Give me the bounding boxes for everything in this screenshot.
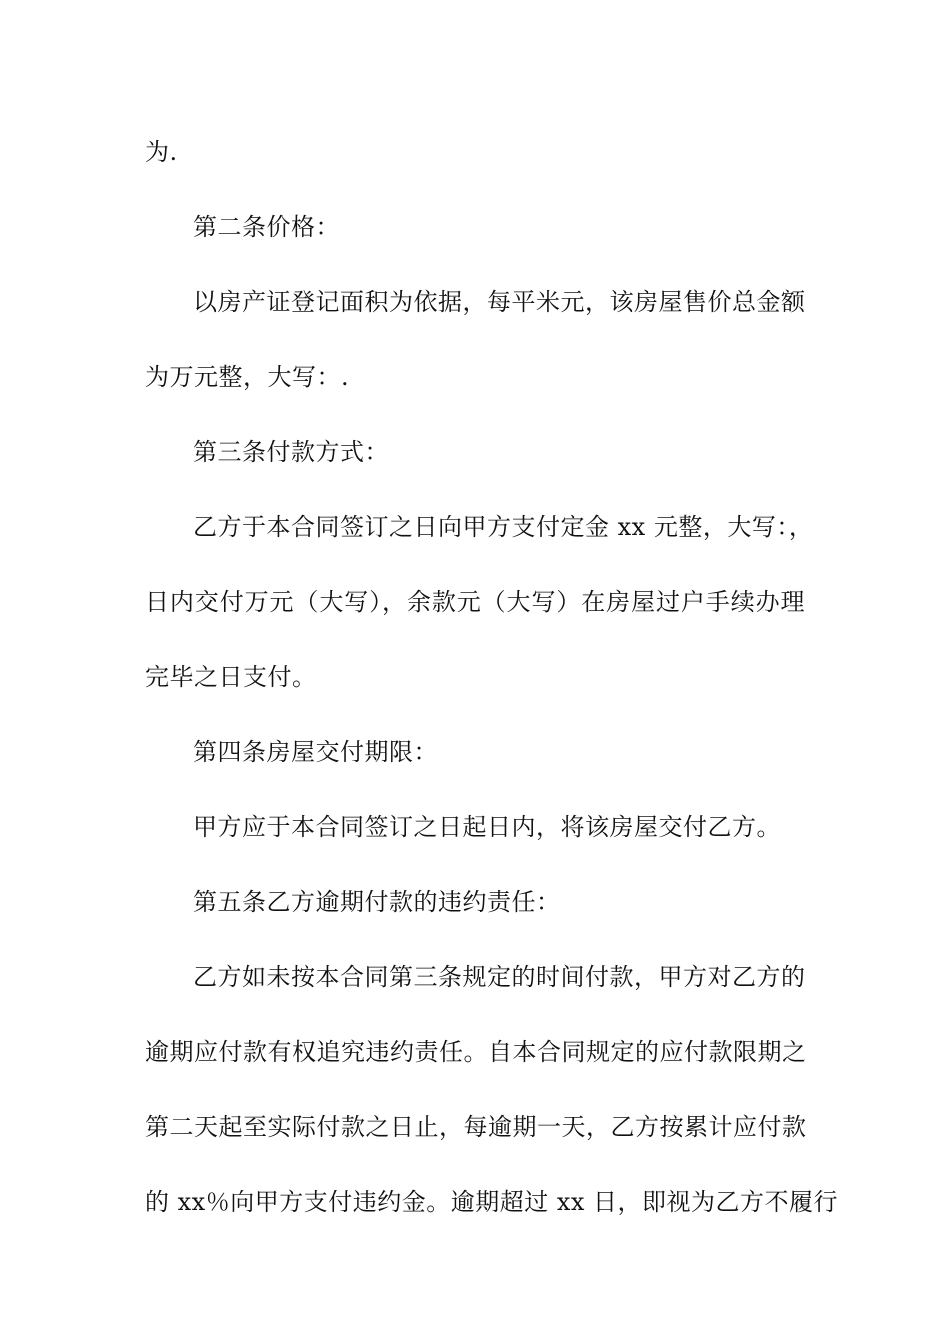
section-heading: 第二条价格： <box>193 213 340 241</box>
text-line: 的 xx％向甲方支付违约金。逾期超过 xx 日，即视为乙方不履行 <box>145 1188 839 1216</box>
section-heading: 第四条房屋交付期限： <box>193 738 438 766</box>
text-line: 第二天起至实际付款之日止，每逾期一天，乙方按累计应付款 <box>145 1113 807 1141</box>
text-line: 乙方如未按本合同第三条规定的时间付款，甲方对乙方的 <box>193 963 806 991</box>
text-line: 为. <box>145 138 178 166</box>
text-line: 为万元整，大写：. <box>145 363 350 391</box>
section-heading: 第三条付款方式： <box>193 438 389 466</box>
text-line: 乙方于本合同签订之日向甲方支付定金 xx 元整，大写：， <box>193 513 814 541</box>
text-line: 逾期应付款有权追究违约责任。自本合同规定的应付款限期之 <box>145 1038 807 1066</box>
section-heading: 第五条乙方逾期付款的违约责任： <box>193 888 561 916</box>
text-line: 完毕之日支付。 <box>145 663 317 691</box>
text-line: 以房产证登记面积为依据，每平米元，该房屋售价总金额 <box>193 288 806 316</box>
text-line: 甲方应于本合同签订之日起日内，将该房屋交付乙方。 <box>193 813 781 841</box>
text-line: 日内交付万元（大写），余款元（大写）在房屋过户手续办理 <box>145 588 805 616</box>
